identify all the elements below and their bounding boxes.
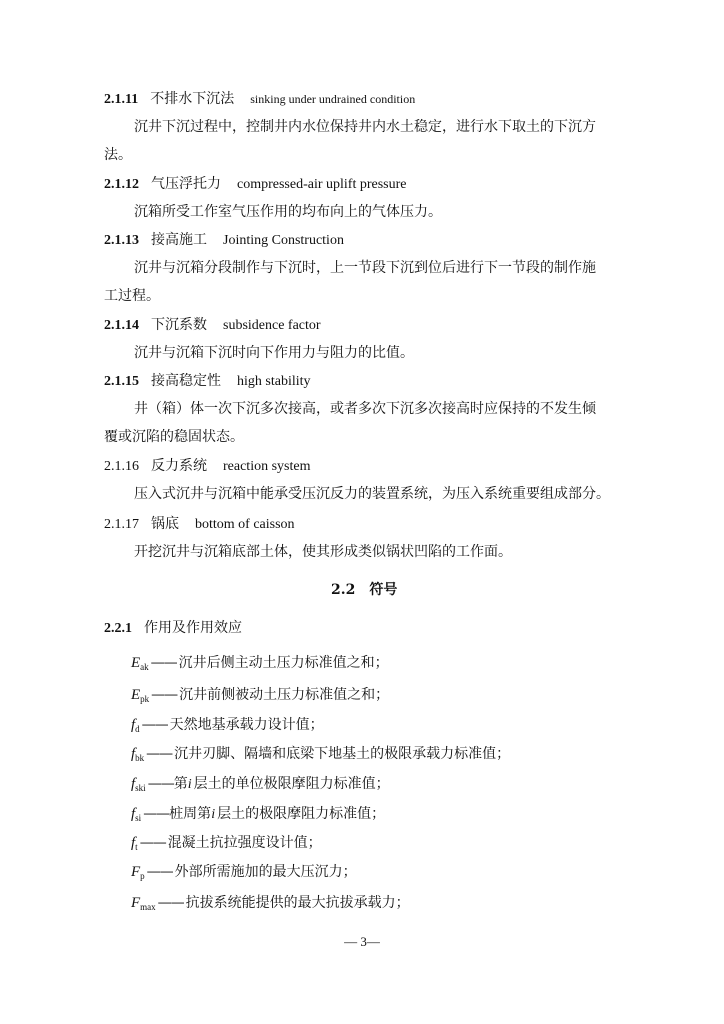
em-dash-separator: —— bbox=[150, 655, 177, 671]
definition-text: 沉井与沉箱下沉时向下作用力与阻力的比值。 bbox=[134, 345, 414, 361]
symbol-letter: f bbox=[131, 835, 136, 851]
section-number: 2.2 bbox=[331, 582, 356, 598]
term-number: 2.1.16 bbox=[104, 459, 139, 474]
symbol-definition: 层土的极限摩阻力标准值； bbox=[217, 806, 386, 822]
term-definition bbox=[134, 344, 414, 362]
term-definition bbox=[134, 259, 596, 277]
term-english: subsidence factor bbox=[223, 318, 321, 333]
symbol-definition: 混凝土抗拉强度设计值； bbox=[167, 835, 322, 851]
symbol-entry bbox=[131, 686, 389, 708]
symbol-definition: 沉井刃脚、隔墙和底梁下地基土的极限承载力标准值； bbox=[174, 746, 511, 762]
symbol-definition: 层土的单位极限摩阻力标准值； bbox=[193, 776, 390, 792]
symbol-entry bbox=[131, 745, 510, 767]
term-definition bbox=[134, 485, 610, 503]
symbol-subscript: si bbox=[135, 813, 142, 823]
symbol-definition: 天然地基承载力设计值； bbox=[169, 717, 324, 733]
term-chinese: 反力系统 bbox=[151, 458, 207, 474]
symbol-letter: f bbox=[131, 746, 136, 762]
definition-text: 覆或沉陷的稳固状态。 bbox=[104, 429, 244, 445]
symbol-definition: 抗拔系统能提供的最大抗拔承载力； bbox=[185, 895, 410, 911]
term-heading bbox=[104, 316, 321, 335]
term-chinese: 不排水下沉法 bbox=[150, 91, 235, 107]
subsection-number: 2.2.1 bbox=[104, 621, 132, 636]
symbol-subscript: bk bbox=[135, 753, 145, 763]
symbol-definition: 外部所需施加的最大压沉力； bbox=[174, 864, 357, 880]
em-dash-separator: —— bbox=[146, 864, 173, 880]
page-number: — 3— bbox=[344, 934, 380, 949]
term-heading bbox=[104, 372, 311, 391]
term-heading bbox=[104, 175, 407, 194]
definition-text: 压入式沉井与沉箱中能承受压沉反力的装置系统，为压入系统重要组成部分。 bbox=[134, 486, 610, 502]
symbol-subscript: max bbox=[140, 902, 156, 912]
symbol-entry bbox=[131, 654, 389, 676]
symbol-entry bbox=[131, 716, 324, 738]
term-english: Jointing Construction bbox=[223, 233, 344, 248]
symbol-entry bbox=[131, 894, 410, 916]
symbol-entry bbox=[131, 863, 357, 885]
section-heading bbox=[331, 581, 397, 599]
term-chinese: 下沉系数 bbox=[151, 317, 207, 333]
term-english: high stability bbox=[237, 374, 311, 389]
definition-text: 工过程。 bbox=[104, 288, 160, 304]
symbol-definition-prefix: 第 bbox=[173, 776, 188, 792]
subsection-title: 作用及作用效应 bbox=[144, 620, 242, 636]
symbol-definition-index: i bbox=[211, 807, 216, 822]
definition-text: 井（箱）体一次下沉多次接高，或者多次下沉多次接高时应保持的不发生倾 bbox=[134, 401, 596, 417]
symbol-subscript: pk bbox=[140, 694, 150, 704]
subsection-heading bbox=[104, 619, 242, 638]
term-chinese: 锅底 bbox=[151, 516, 179, 532]
term-number: 2.1.17 bbox=[104, 517, 139, 532]
definition-text: 沉箱所受工作室气压作用的均布向上的气体压力。 bbox=[134, 204, 442, 220]
definition-text: 沉井与沉箱分段制作与下沉时，上一节段下沉到位后进行下一节段的制作施 bbox=[134, 260, 596, 276]
term-heading bbox=[104, 90, 415, 109]
symbol-definition-prefix: 桩周第 bbox=[169, 806, 212, 822]
symbol-letter: f bbox=[131, 806, 136, 822]
em-dash-separator: —— bbox=[141, 717, 168, 733]
symbol-entry bbox=[131, 805, 385, 827]
term-number: 2.1.11 bbox=[104, 92, 139, 107]
symbol-letter: F bbox=[131, 864, 141, 880]
em-dash-separator: —— bbox=[151, 687, 178, 703]
em-dash-separator: —— bbox=[147, 776, 174, 792]
term-chinese: 接高稳定性 bbox=[151, 373, 221, 389]
term-heading bbox=[104, 231, 344, 250]
term-definition bbox=[134, 400, 596, 418]
term-heading bbox=[104, 457, 310, 476]
em-dash-separator: —— bbox=[143, 806, 170, 822]
term-heading bbox=[104, 515, 295, 534]
definition-text: 开挖沉井与沉箱底部土体，使其形成类似锅状凹陷的工作面。 bbox=[134, 544, 512, 560]
definition-text: 沉井下沉过程中，控制井内水位保持井内水土稳定，进行水下取土的下沉方 bbox=[134, 119, 596, 135]
term-definition bbox=[104, 428, 244, 446]
symbol-letter: F bbox=[131, 895, 141, 911]
term-definition bbox=[104, 287, 160, 305]
symbol-entry bbox=[131, 775, 390, 797]
term-chinese: 气压浮托力 bbox=[151, 176, 221, 192]
term-english: reaction system bbox=[223, 459, 311, 474]
definition-text: 法。 bbox=[104, 147, 132, 163]
symbol-subscript: ak bbox=[140, 662, 149, 672]
symbol-subscript: ski bbox=[135, 783, 146, 793]
term-english: bottom of caisson bbox=[195, 517, 295, 532]
term-definition bbox=[134, 118, 596, 136]
symbol-letter: E bbox=[131, 655, 141, 671]
symbol-letter: E bbox=[131, 687, 141, 703]
em-dash-separator: —— bbox=[146, 746, 173, 762]
symbol-definition: 沉井后侧主动土压力标准值之和； bbox=[178, 655, 389, 671]
symbol-subscript: d bbox=[135, 724, 140, 734]
term-english: compressed-air uplift pressure bbox=[237, 177, 407, 192]
term-definition bbox=[104, 146, 132, 164]
symbol-subscript: t bbox=[135, 842, 138, 852]
term-definition bbox=[134, 203, 442, 221]
section-title: 符号 bbox=[369, 582, 398, 598]
term-english: sinking under undrained condition bbox=[250, 92, 416, 106]
symbol-letter: f bbox=[131, 776, 136, 792]
symbol-subscript: p bbox=[140, 871, 145, 881]
term-number: 2.1.13 bbox=[104, 233, 139, 248]
term-number: 2.1.15 bbox=[104, 374, 139, 389]
em-dash-separator: —— bbox=[157, 895, 184, 911]
term-number: 2.1.14 bbox=[104, 318, 139, 333]
symbol-entry bbox=[131, 834, 322, 856]
symbol-definition: 沉井前侧被动土压力标准值之和； bbox=[179, 687, 390, 703]
symbol-definition-index: i bbox=[187, 777, 192, 792]
symbol-letter: f bbox=[131, 717, 136, 733]
term-number: 2.1.12 bbox=[104, 177, 139, 192]
em-dash-separator: —— bbox=[139, 835, 166, 851]
term-definition bbox=[134, 543, 512, 561]
term-chinese: 接高施工 bbox=[151, 232, 207, 248]
